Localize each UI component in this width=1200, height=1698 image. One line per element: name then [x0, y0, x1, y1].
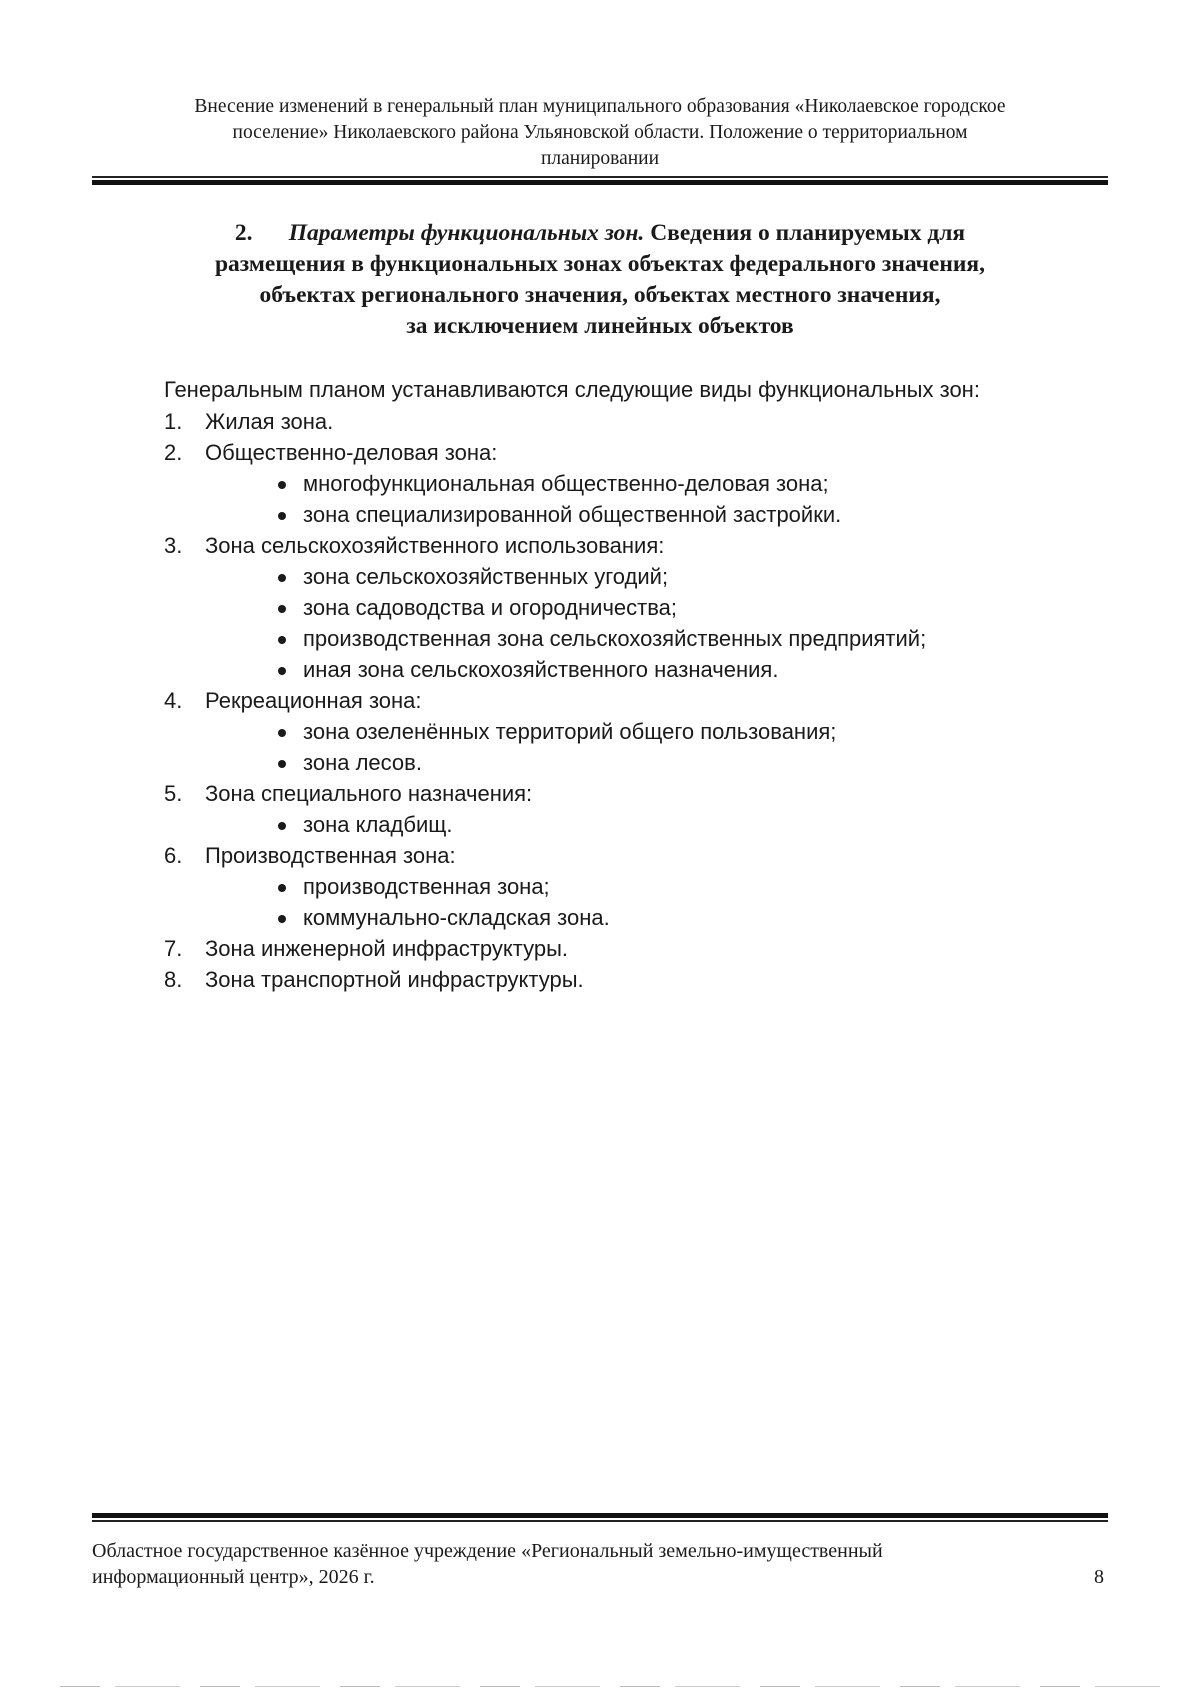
zone-number: 5. [164, 781, 183, 806]
bullet-icon [278, 636, 286, 644]
zone-number: 8. [164, 967, 183, 992]
zone-label: Производственная зона: [205, 843, 456, 868]
bullet-icon [278, 729, 286, 737]
footer-line-1: Областное государственное казённое учреждение «Региональный земельно-имущественный [92, 1540, 883, 1562]
bullet-icon [278, 512, 286, 520]
zone-number: 3. [164, 533, 183, 558]
zone-subitem: многофункциональная общественно-деловая зона; [303, 471, 829, 496]
page-number: 8 [1094, 1566, 1104, 1588]
zone-subitem: зона сельскохозяйственных угодий; [303, 564, 669, 589]
bullet-icon [278, 605, 286, 613]
zone-number: 2. [164, 440, 183, 465]
footer-rule-thick [92, 1513, 1108, 1518]
zone-label: Зона инженерной инфраструктуры. [205, 936, 568, 961]
zone-label: Зона транспортной инфраструктуры. [205, 967, 584, 992]
zone-subitem: зона кладбищ. [303, 812, 453, 837]
zone-subitem: производственная зона; [303, 874, 550, 899]
section-title-line-1: Сведения о планируемых для [650, 220, 966, 246]
zone-label: Рекреационная зона: [205, 688, 422, 713]
zone-label: Общественно-деловая зона: [205, 440, 498, 465]
zone-subitem: иная зона сельскохозяйственного назначения. [303, 657, 779, 682]
bullet-icon [278, 822, 286, 830]
zone-number: 7. [164, 936, 183, 961]
bullet-icon [278, 884, 286, 892]
bullet-icon [278, 760, 286, 768]
section-title-italic: Параметры функциональных зон. [288, 220, 645, 246]
section-title-line-4: за исключением линейных объектов [406, 313, 794, 339]
footer-line-2: информационный центр», 2026 г. [92, 1566, 375, 1588]
zone-subitem: зона озеленённых территорий общего пользования; [303, 719, 837, 744]
bullet-icon [278, 915, 286, 923]
bullet-icon [278, 481, 286, 489]
section-title-line-3: объектах регионального значения, объектах местного значения, [259, 282, 941, 308]
zone-number: 4. [164, 688, 183, 713]
footer-rule-thin [92, 1520, 1108, 1522]
zone-subitem: зона лесов. [303, 750, 422, 775]
section-number: 2. [234, 220, 253, 246]
zone-subitem: производственная зона сельскохозяйственных предприятий; [303, 626, 927, 651]
header-line-2: поселение» Николаевского района Ульяновской области. Положение о территориальном [232, 122, 968, 143]
zone-label: Жилая зона. [205, 409, 334, 434]
zone-label: Зона сельскохозяйственного использования: [205, 533, 665, 558]
zone-label: Зона специального назначения: [205, 781, 533, 806]
zone-subitem: коммунально-складская зона. [303, 905, 610, 930]
scan-edge-noise [60, 1686, 1160, 1687]
bullet-icon [278, 667, 286, 675]
zone-subitem: зона садоводства и огородничества; [303, 595, 678, 620]
header-line-1: Внесение изменений в генеральный план муниципального образования «Николаевское городское [194, 96, 1006, 117]
bullet-icon [278, 574, 286, 582]
zone-number: 6. [164, 843, 183, 868]
header-line-3: планировании [540, 148, 660, 169]
section-title-line-2: размещения в функциональных зонах объектах федерального значения, [214, 251, 986, 277]
zone-number: 1. [164, 409, 183, 434]
intro-text: Генеральным планом устанавливаются следующие виды функциональных зон: [164, 377, 980, 402]
zone-subitem: зона специализированной общественной застройки. [303, 502, 842, 527]
document-footer [92, 1538, 1108, 1590]
